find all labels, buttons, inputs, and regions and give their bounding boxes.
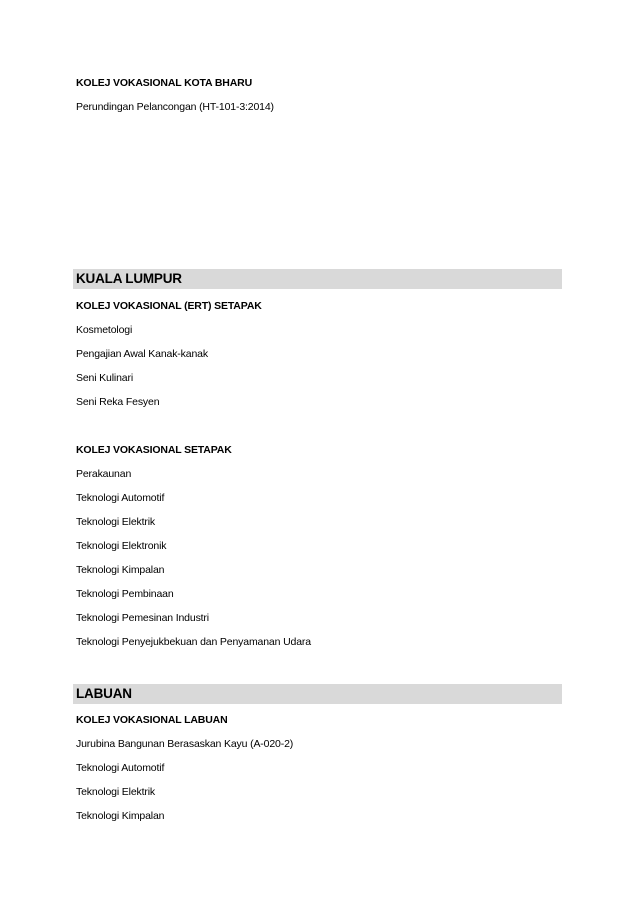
- program-item: Jurubina Bangunan Berasaskan Kayu (A-020-2): [76, 738, 294, 750]
- program-item: Teknologi Automotif: [76, 762, 165, 774]
- program-item: Teknologi Elektronik: [76, 540, 167, 552]
- program-item: Teknologi Pembinaan: [76, 588, 174, 600]
- program-item: Teknologi Kimpalan: [76, 564, 165, 576]
- program-item: Teknologi Elektrik: [76, 786, 156, 798]
- program-item: Seni Kulinari: [76, 372, 133, 384]
- program-item: Teknologi Kimpalan: [76, 810, 165, 822]
- program-item: Teknologi Elektrik: [76, 516, 156, 528]
- program-item: Perakaunan: [76, 468, 132, 480]
- state-heading-band: [73, 684, 562, 704]
- program-item: Pengajian Awal Kanak-kanak: [76, 348, 208, 360]
- program-item: Teknologi Penyejukbekuan dan Penyamanan Udara: [76, 636, 311, 648]
- program-item: Kosmetologi: [76, 324, 133, 336]
- program-item: Perundingan Pelancongan (HT-101-3:2014): [76, 101, 274, 113]
- state-heading-band: [73, 269, 562, 289]
- program-item: Teknologi Pemesinan Industri: [76, 612, 209, 624]
- state-heading: LABUAN: [76, 686, 132, 701]
- program-item: Teknologi Automotif: [76, 492, 165, 504]
- college-name: KOLEJ VOKASIONAL (ERT) SETAPAK: [76, 300, 262, 312]
- college-name: KOLEJ VOKASIONAL SETAPAK: [76, 444, 232, 456]
- program-item: Seni Reka Fesyen: [76, 396, 160, 408]
- college-name: KOLEJ VOKASIONAL KOTA BHARU: [76, 77, 253, 89]
- college-name: KOLEJ VOKASIONAL LABUAN: [76, 714, 228, 726]
- state-heading: KUALA LUMPUR: [76, 271, 182, 286]
